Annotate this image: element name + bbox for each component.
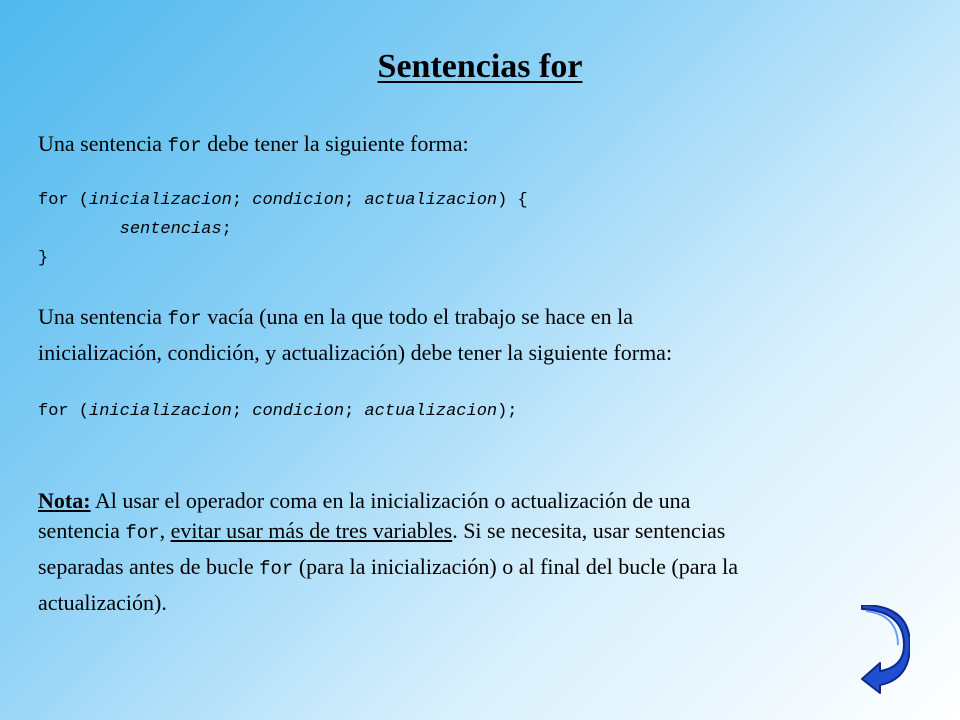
text: Al usar el operador coma en la inicialización o actualización de una (90, 488, 691, 513)
paragraph-line (38, 514, 928, 550)
intro-text-post: debe tener la siguiente forma: (201, 131, 469, 156)
text: Una sentencia (38, 304, 168, 329)
code-block-for (38, 186, 528, 273)
empty-for-paragraph (38, 300, 928, 370)
for-keyword: for (167, 135, 202, 157)
paragraph-line: inicialización, condición, y actualización) debe tener la siguiente forma: (38, 340, 673, 365)
paragraph-line (38, 300, 928, 336)
code-sep: ; (344, 402, 365, 421)
code-sep: ; (344, 191, 365, 210)
code-indent (38, 220, 120, 239)
code-end: ; (221, 220, 232, 239)
code-keyword: for ( (38, 402, 90, 421)
nota-label: Nota: (38, 488, 91, 513)
for-keyword: for (259, 558, 294, 580)
paragraph-line (38, 484, 928, 518)
underlined-text: evitar usar más de tres variables (170, 518, 453, 543)
code-param: actualizacion (364, 402, 498, 421)
code-line (38, 220, 232, 239)
code-param: sentencias (119, 220, 222, 239)
code-param: inicializacion (89, 191, 232, 210)
code-end: ); (497, 402, 518, 421)
text: , (159, 518, 171, 543)
paragraph-line: actualización). (38, 590, 167, 615)
code-sep: ; (231, 191, 253, 210)
intro-paragraph (38, 127, 928, 163)
paragraph-line (38, 550, 928, 586)
text: separadas antes de bucle (38, 554, 260, 579)
text: (para la inicialización) o al final del bucle (para la (293, 554, 738, 579)
return-arrow-icon[interactable] (858, 605, 910, 695)
code-line: } (38, 249, 49, 268)
code-param: condicion (252, 191, 345, 210)
code-param: inicializacion (89, 402, 232, 421)
page-title: Sentencias for (377, 48, 583, 85)
text: . Si se necesita, usar sentencias (452, 518, 726, 543)
for-keyword: for (167, 308, 202, 330)
code-end: ) { (497, 191, 528, 210)
code-line (38, 191, 528, 210)
code-param: condicion (252, 402, 345, 421)
nota-paragraph (38, 484, 928, 620)
text: vacía (una en la que todo el trabajo se hace en la (201, 304, 633, 329)
for-keyword: for (125, 522, 160, 544)
code-sep: ; (231, 402, 253, 421)
code-param: actualizacion (364, 191, 498, 210)
intro-text-pre: Una sentencia (38, 131, 168, 156)
code-keyword: for ( (38, 191, 90, 210)
text: sentencia (38, 518, 126, 543)
code-block-empty-for (38, 397, 518, 426)
